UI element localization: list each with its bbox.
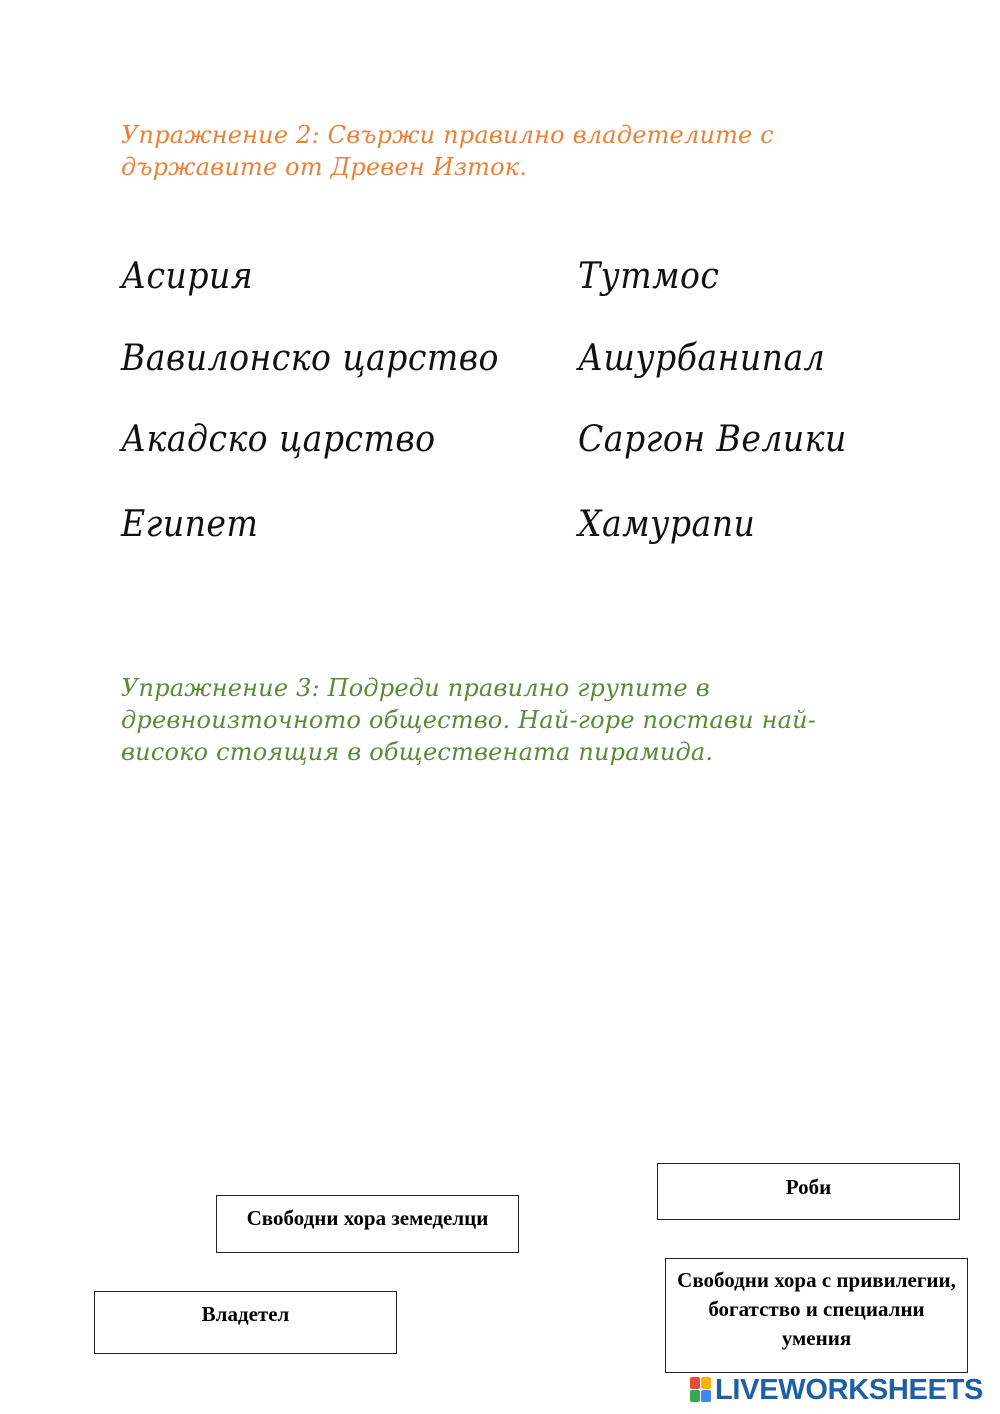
card-ruler-label: Владетел [201, 1302, 290, 1326]
card-slaves-label: Роби [785, 1175, 832, 1199]
left-item-egypt[interactable]: Египет [121, 504, 259, 545]
exercise-2-heading: Упражнение 2: Свържи правилно владетелите с държавите от Древен Изток. [121, 121, 774, 181]
card-free-farmers[interactable] [216, 1195, 519, 1253]
liveworksheets-logo-icon [690, 1377, 712, 1403]
card-privileged-free-people[interactable] [665, 1258, 968, 1373]
card-free-farmers-label: Свободни хора земеделци [246, 1206, 489, 1230]
right-item-sargon[interactable]: Саргон Велики [578, 419, 847, 460]
right-item-ashurbanipal[interactable]: Ашурбанипал [578, 338, 826, 379]
card-privileged-free-people-label: Свободни хора с привилегии, богатство и специални умения [677, 1268, 956, 1350]
right-item-thutmose[interactable]: Тутмос [578, 256, 720, 297]
card-slaves[interactable] [657, 1163, 960, 1220]
left-item-assyria[interactable]: Асирия [121, 256, 254, 297]
left-item-akkad[interactable]: Акадско царство [121, 419, 436, 460]
liveworksheets-logo-text: LIVEWORKSHEETS [715, 1373, 984, 1406]
card-ruler[interactable] [94, 1291, 397, 1354]
liveworksheets-logo [690, 1374, 983, 1406]
left-item-babylon[interactable]: Вавилонско царство [121, 338, 499, 379]
exercise-3-heading: Упражнение 3: Подреди правилно групите в древноизточното общество. Най-горе постави най-високо стоящия в обществената пирамида. [121, 674, 817, 766]
right-item-hammurabi[interactable]: Хамурапи [578, 504, 756, 545]
